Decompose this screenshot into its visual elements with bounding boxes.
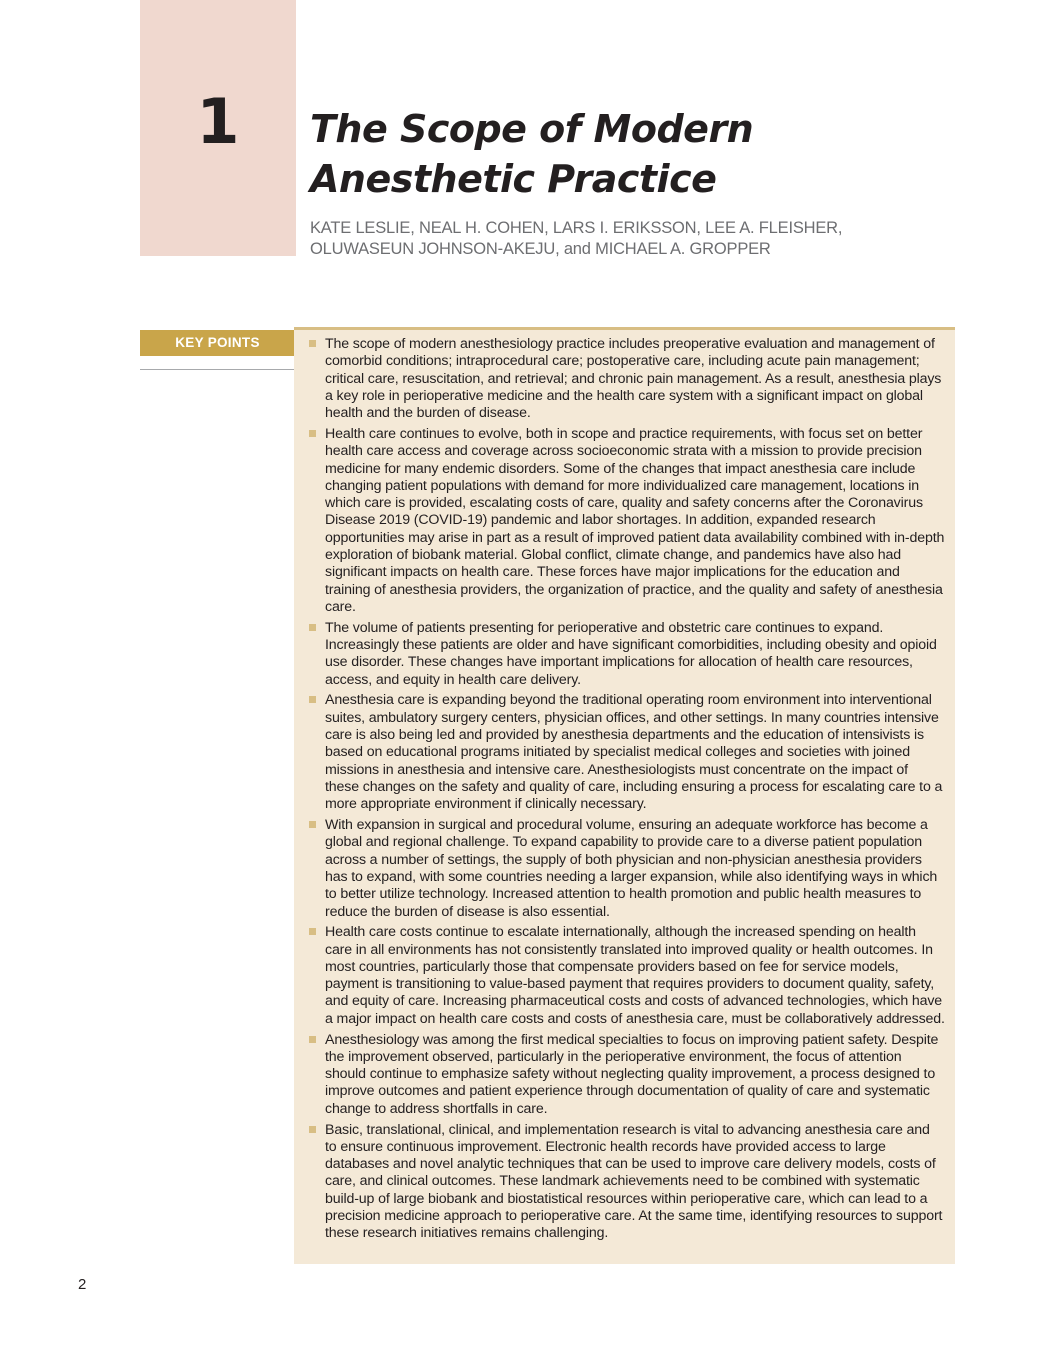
square-bullet-icon — [309, 821, 316, 828]
key-point-text: Basic, translational, clinical, and implementation research is vital to advancing anesthesia care and to ensure continuous improvement. Electronic health records have provided access to large databases and novel analytic techniques that can be used to improve care delivery models, costs of care, and clinical outcomes. These landmark achievements need to be combined with systematic build-up of large biobank and biostatistical resources within perioperative care, which can lead to a precision medicine approach to perioperative care. At the same time, identifying resources to support these research initiatives remains challenging. — [325, 1121, 943, 1242]
square-bullet-icon — [309, 624, 316, 631]
key-point-text: The volume of patients presenting for perioperative and obstetric care continues to expand. Increasingly these patients are older and have significant comorbidities, including obesity and opioid use disorder. These changes have important implications for allocation of health care resources, access, and equity in health care delivery. — [325, 619, 937, 688]
key-points-label: KEY POINTS — [140, 330, 295, 356]
key-point-text: Health care costs continue to escalate internationally, although the increased spending on health care in all environments has not consistently translated into improved quality or health outcomes. In most countries, particularly those that compensate providers based on fee for service models, payment is transitioning to value-based payment that requires providers to document quality, safety, and equity of care. Increasing pharmaceutical costs and costs of advanced technologies, which have a major impact on health care costs and costs of anesthesia care, must be collaboratively addressed. — [325, 924, 945, 1027]
key-point-item — [325, 817, 945, 921]
chapter-authors — [310, 218, 990, 260]
divider — [140, 369, 295, 370]
square-bullet-icon — [309, 1036, 316, 1043]
key-point-item — [325, 924, 945, 1028]
key-point-item — [325, 1122, 945, 1243]
square-bullet-icon — [309, 696, 316, 703]
key-point-item — [325, 620, 945, 689]
square-bullet-icon — [309, 928, 316, 935]
key-point-text: Health care continues to evolve, both in scope and practice requirements, with focus set on better health care access and coverage across socioeconomic strata with a mission to provide precision medicine for many endemic disorders. Some of the changes that impact anesthesia care include changing patient populations with demand for more individualized care management, locations in which care is provided, escalating costs of care, quality and safety concerns after the Coronavirus Disease 2019 (COVID-19) pandemic and labor shortages. In addition, expanded research opportunities may arise in part as a result of improved patient data availability combined with in-depth exploration of biobank material. Global conflict, climate change, and pandemics have also had significant impacts on health care. These forces have major implications for the education and training of anesthesia providers, the organization of practice, and the quality and safety of anesthesia care. — [325, 425, 945, 615]
key-point-item — [325, 426, 945, 616]
chapter-number-block — [140, 0, 296, 256]
key-points-list — [325, 336, 945, 1246]
chapter-number: 1 — [196, 85, 240, 158]
key-point-item — [325, 336, 945, 422]
chapter-title-line-2: Anesthetic Practice — [310, 157, 717, 201]
key-point-item — [325, 1032, 945, 1118]
square-bullet-icon — [309, 340, 316, 347]
chapter-title-line-1: The Scope of Modern — [310, 107, 754, 151]
key-point-text: The scope of modern anesthesiology practice includes preoperative evaluation and management of comorbid conditions; intraprocedural care; postoperative care, including acute pain management; critical care, resuscitation, and retrieval; and chronic pain management. As a result, anesthesia plays a key role in perioperative medicine and the health care system with a significant impact on global health and the burden of disease. — [325, 336, 942, 422]
key-point-text: Anesthesia care is expanding beyond the traditional operating room environment into interventional suites, ambulatory surgery centers, physician offices, and other settings. In many countries intensive care is also being led and provided by anesthesia departments and the education of intensivists is based on educational programs initiated by specialist medical colleges and societies with joined missions in anesthesia and intensive care. Anesthesiologists must concentrate on the impact of these changes on the safety and quality of care, including ensuring a process for escalating care to a more appropriate environment if clinically necessary. — [325, 692, 943, 813]
key-point-text: With expansion in surgical and procedural volume, ensuring an adequate workforce has become a global and regional challenge. To expand capability to provide care to a diverse patient population across a number of settings, the supply of both physician and non-physician anesthesia providers has to expand, with some countries needing a larger expansion, while also identifying ways in which to better utilize technology. Increased attention to health promotion and public health measures to reduce the burden of disease is also essential. — [325, 817, 938, 920]
authors-line-2: OLUWASEUN JOHNSON-AKEJU, and MICHAEL A. GROPPER — [310, 240, 771, 258]
key-point-text: Anesthesiology was among the first medical specialties to focus on improving patient safety. Despite the improvement observed, particularly in the perioperative environment, the focus of attention should continue to emphasize safety without neglecting quality improvement, a process designed to improve outcomes and patient experience through documentation of quality of care and systematic change to address shortfalls in care. — [325, 1031, 939, 1117]
page-number: 2 — [78, 1276, 87, 1293]
key-point-item — [325, 692, 945, 813]
square-bullet-icon — [309, 430, 316, 437]
square-bullet-icon — [309, 1126, 316, 1133]
key-points-box — [294, 327, 955, 1264]
authors-line-1: KATE LESLIE, NEAL H. COHEN, LARS I. ERIKSSON, LEE A. FLEISHER, — [310, 219, 843, 237]
chapter-title — [310, 104, 990, 204]
